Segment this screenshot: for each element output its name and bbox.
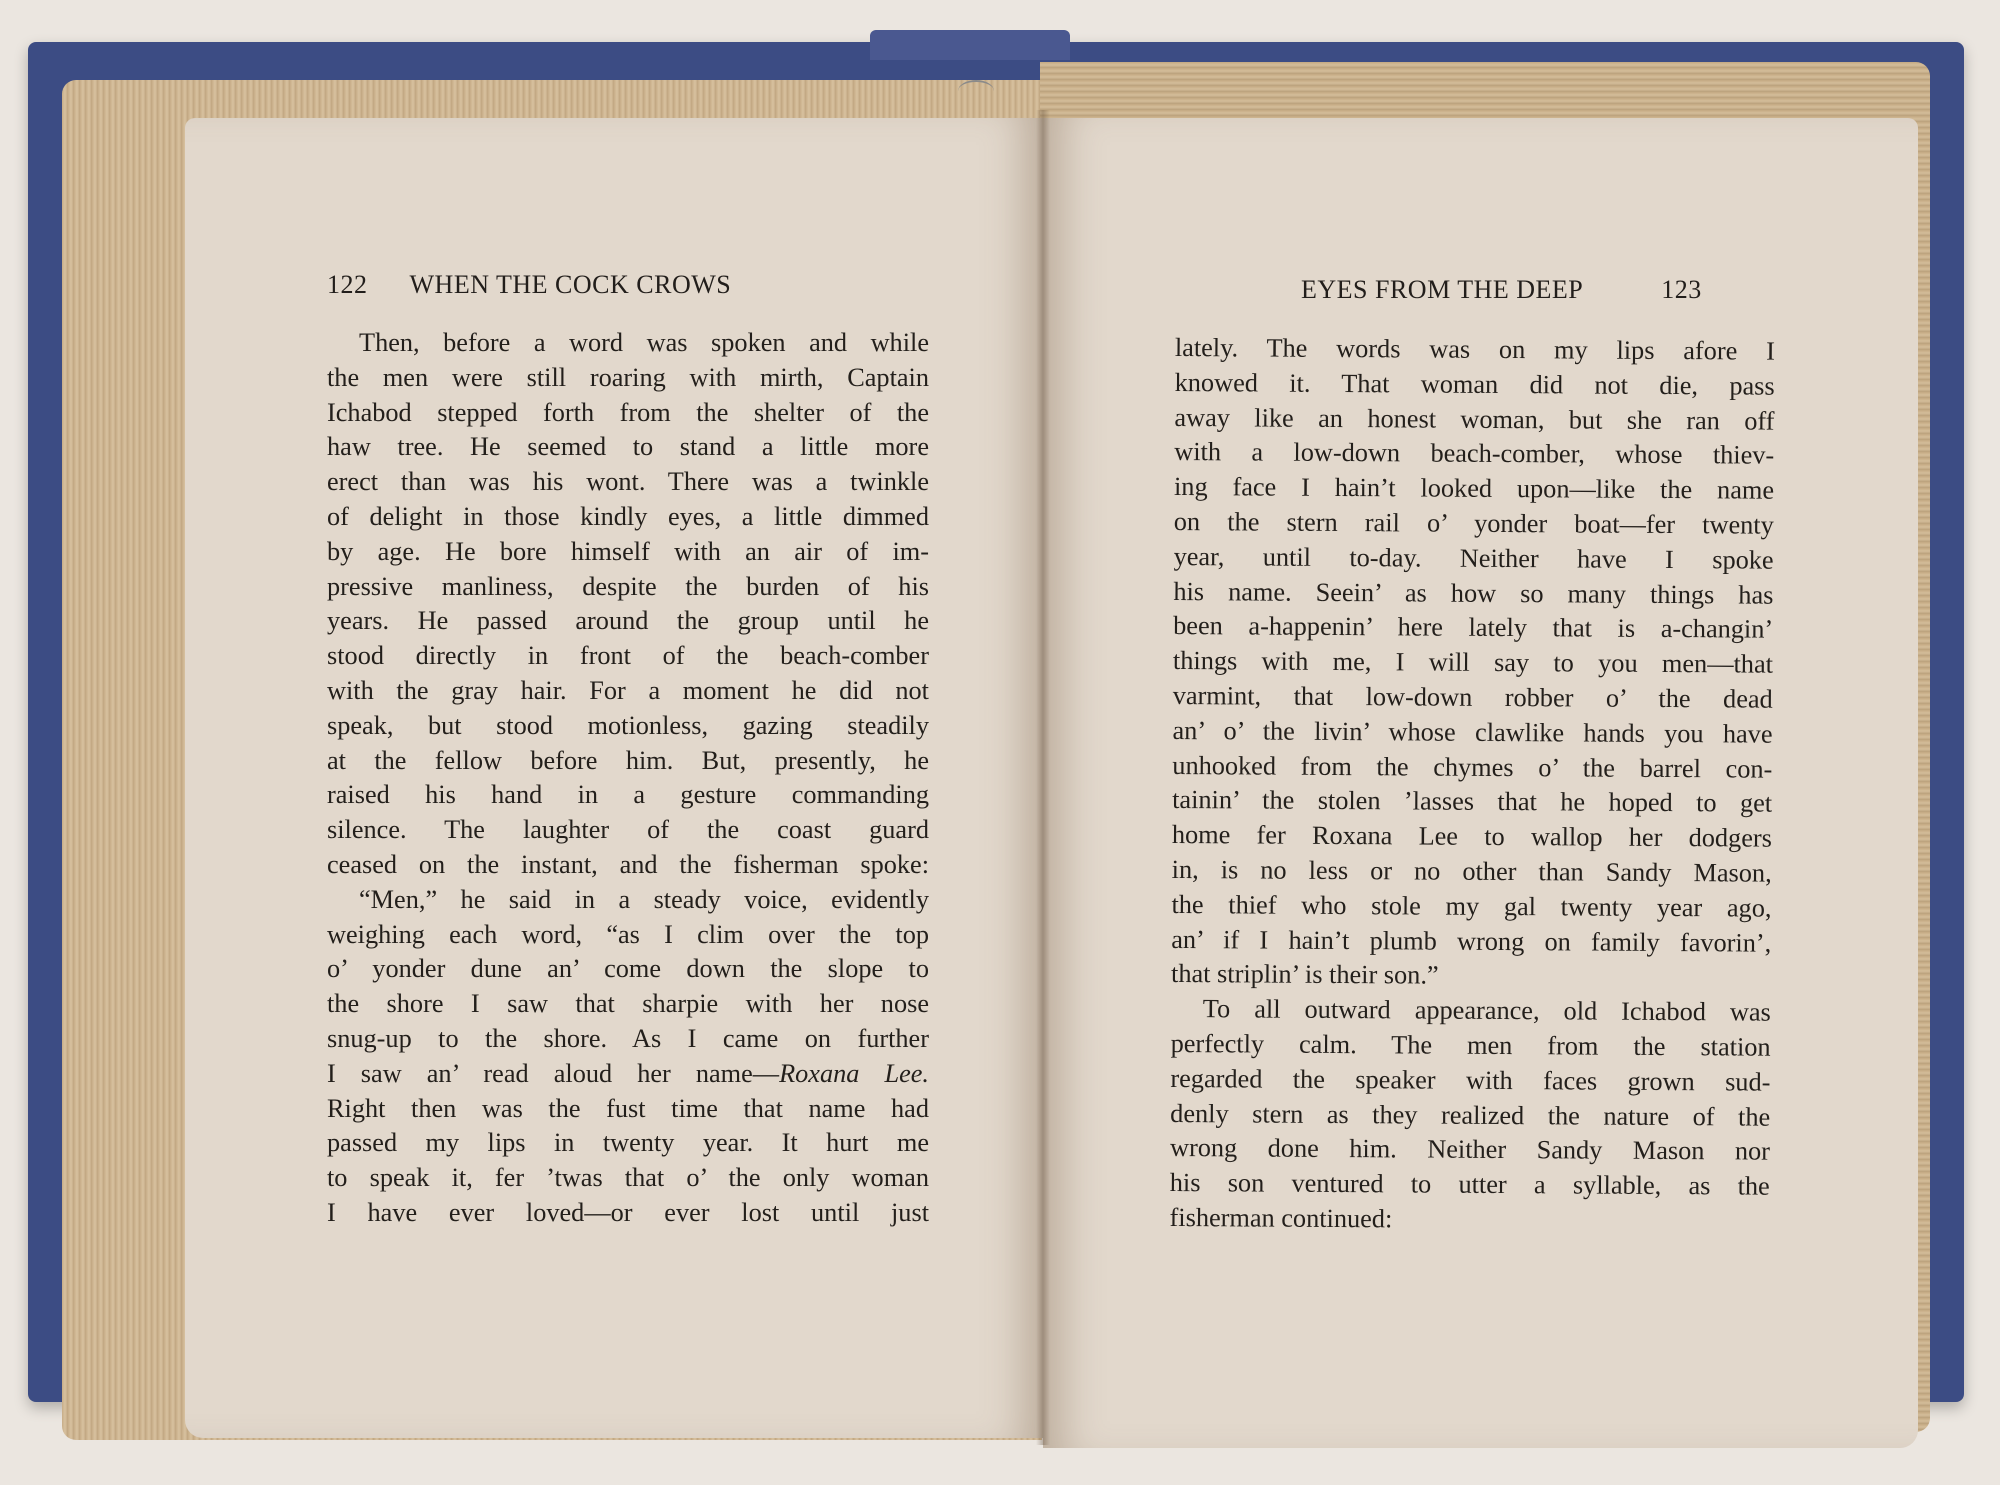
text-line: knowed it. That woman did not die, pass — [1174, 367, 1775, 401]
text-line: unhooked from the chymes o’ the barrel con- — [1172, 750, 1773, 784]
text-line: years. He passed around the group until he — [327, 606, 929, 636]
text-line: varmint, that low-down robber o’ the dead — [1172, 680, 1773, 714]
right-page-number: 123 — [1661, 275, 1702, 304]
text-line: raised his hand in a gesture commanding — [327, 780, 929, 810]
text-line: speak, but stood motionless, gazing steadily — [327, 710, 929, 740]
text-line: an’ o’ the livin’ whose clawlike hands you have — [1172, 715, 1773, 749]
text-line: “Men,” he said in a steady voice, evidently — [359, 884, 929, 914]
text-line: with a low-down beach-comber, whose thiev- — [1174, 437, 1775, 471]
text-line: To all outward appearance, old Ichabod was — [1202, 994, 1771, 1027]
text-line: by age. He bore himself with an air of im- — [327, 536, 929, 566]
text-line: things with me, I will say to you men—that — [1172, 646, 1774, 679]
text-line: his name. Seein’ as how so many things has — [1173, 576, 1774, 610]
text-line: I have ever loved—or ever lost until just — [327, 1197, 929, 1227]
text-line: snug-up to the shore. As I came on further — [327, 1023, 929, 1053]
right-running-head — [1301, 275, 1702, 305]
text-line: the thief who stole my gal twenty year ago, — [1171, 889, 1772, 923]
text-line: the shore I saw that sharpie with her nose — [327, 989, 929, 1019]
text-line: haw tree. He seemed to stand a little more — [327, 432, 929, 462]
text-line: an’ if I hain’t plumb wrong on family favorin’, — [1171, 924, 1772, 958]
text-line: on the stern rail o’ yonder boat—fer twenty — [1173, 506, 1774, 540]
text-line: ceased on the instant, and the fisherman spoke: — [327, 849, 929, 879]
left-page-text — [327, 326, 929, 1231]
text-line: his son ventured to utter a syllable, as the — [1169, 1168, 1770, 1201]
text-line: Right then was the fust time that name had — [327, 1093, 929, 1123]
text-line: Ichabod stepped forth from the shelter of the — [327, 397, 929, 427]
binding-thread — [958, 80, 994, 102]
text-line: Then, before a word was spoken and while — [359, 328, 929, 357]
right-page-text — [1169, 331, 1775, 1239]
text-line: perfectly calm. The men from the station — [1170, 1028, 1771, 1062]
text-line: stood directly in front of the beach-comber — [327, 641, 929, 671]
right-page — [1043, 118, 1918, 1448]
text-line: to speak it, fer ’twas that o’ the only woman — [327, 1163, 929, 1193]
left-page-number: 122 — [327, 270, 368, 299]
text-line: tainin’ the stolen ’lasses that he hoped to get — [1172, 785, 1773, 819]
text-line: of delight in those kindly eyes, a little dimmed — [327, 501, 929, 531]
text-line: wrong done him. Neither Sandy Mason nor — [1169, 1133, 1771, 1166]
text-line: at the fellow before him. But, presently, he — [327, 745, 929, 775]
book-spine-top — [870, 30, 1070, 60]
left-running-head — [327, 270, 731, 300]
text-line: weighing each word, “as I clim over the top — [327, 919, 929, 949]
text-line: lately. The words was on my lips afore I — [1174, 332, 1775, 366]
text-line — [327, 1057, 929, 1092]
text-line: with the gray hair. For a moment he did not — [327, 675, 929, 705]
text-line: regarded the speaker with faces grown sud- — [1170, 1063, 1771, 1097]
text-line: year, until to-day. Neither have I spoke — [1173, 541, 1774, 575]
right-running-title: EYES FROM THE DEEP — [1301, 275, 1584, 304]
text-line: that striplin’ is their son.” — [1170, 959, 1439, 990]
text-fragment: I saw an’ read aloud her name— — [327, 1058, 780, 1088]
left-page — [185, 118, 1043, 1438]
text-line: in, is no less or no other than Sandy Mason, — [1171, 854, 1772, 888]
text-line: ing face I hain’t looked upon—like the name — [1173, 472, 1775, 505]
text-line: o’ yonder dune an’ come down the slope to — [327, 954, 929, 984]
book-gutter — [1036, 110, 1050, 1445]
boat-name-italic: Roxana Lee. — [779, 1058, 929, 1088]
text-line: pressive manliness, despite the burden of his — [327, 571, 929, 601]
text-line: the men were still roaring with mirth, Captain — [327, 362, 929, 392]
text-line: silence. The laughter of the coast guard — [327, 815, 929, 845]
text-line: been a-happenin’ here lately that is a-changin’ — [1173, 611, 1774, 645]
text-line: erect than was his wont. There was a twinkle — [327, 467, 929, 497]
text-line: away like an honest woman, but she ran off — [1174, 402, 1775, 436]
text-line: denly stern as they realized the nature of the — [1170, 1098, 1771, 1132]
text-line: home fer Roxana Lee to wallop her dodgers — [1171, 820, 1773, 853]
text-line: fisherman continued: — [1169, 1202, 1393, 1234]
left-running-title: WHEN THE COCK CROWS — [409, 270, 732, 299]
text-line: passed my lips in twenty year. It hurt me — [327, 1128, 929, 1158]
